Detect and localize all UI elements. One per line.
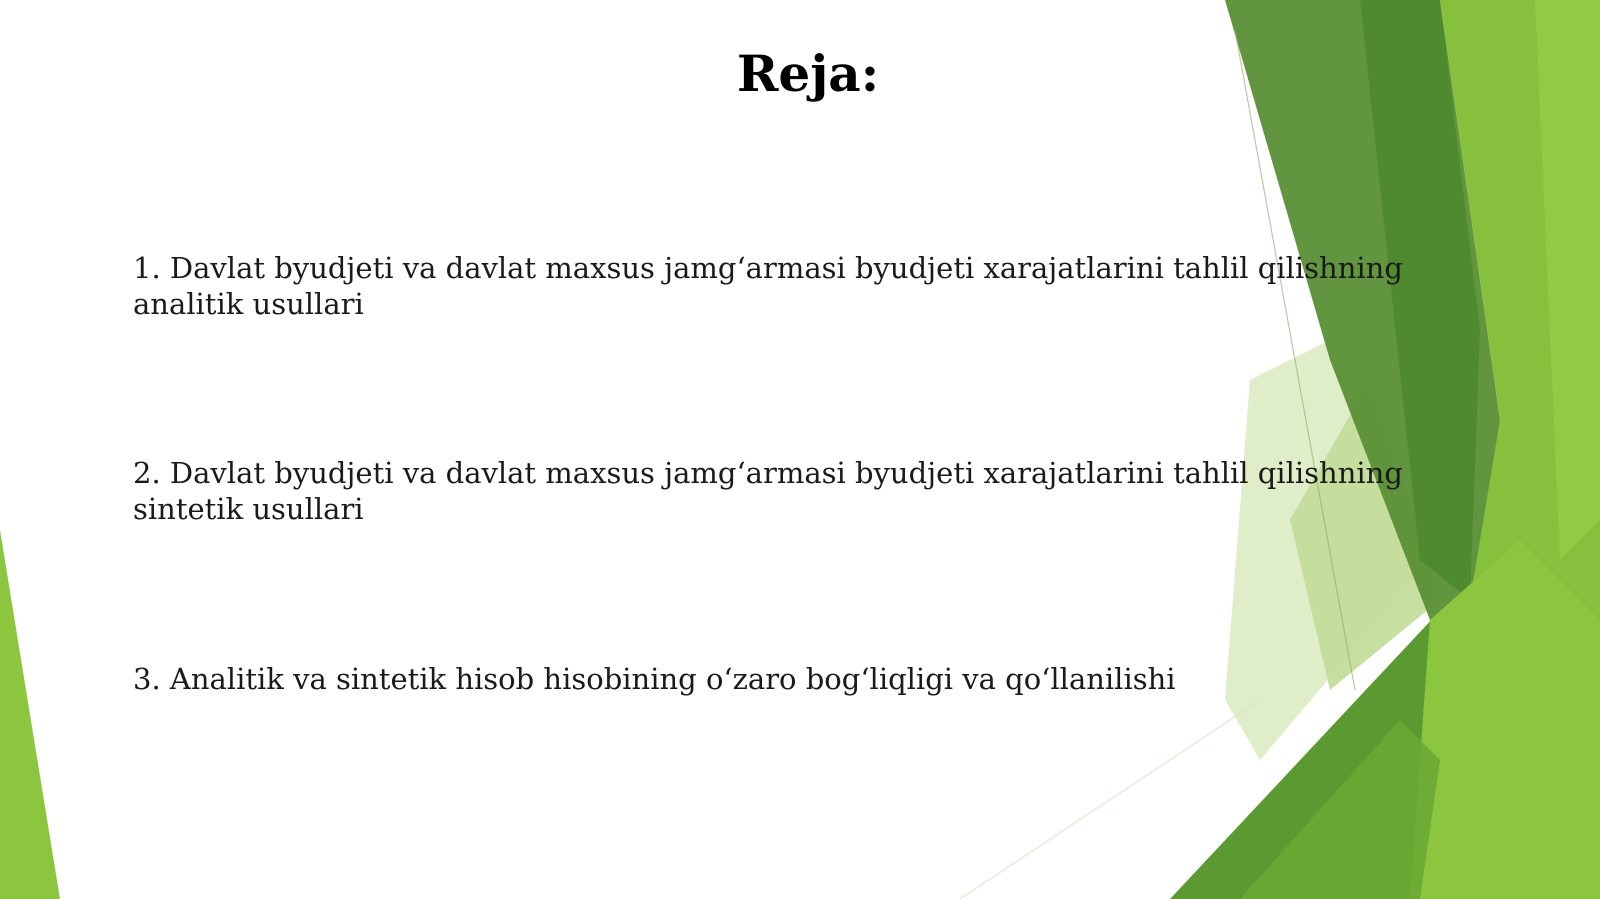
plan-item-3: 3. Analitik va sintetik hisob hisobining o‘zaro bog‘liqligi va qo‘llanilishi: [133, 662, 1176, 696]
plan-item-2: 2. Davlat byudjeti va davlat maxsus jamg‘armasi byudjeti xarajatlarini tahlil qilishning sintetik usullari: [133, 456, 1403, 526]
plan-item-1: 1. Davlat byudjeti va davlat maxsus jamg‘armasi byudjeti xarajatlarini tahlil qilishning analitik usullari: [133, 251, 1403, 321]
slide-title: Reja:: [736, 44, 880, 103]
left-green-sliver: [0, 530, 60, 899]
